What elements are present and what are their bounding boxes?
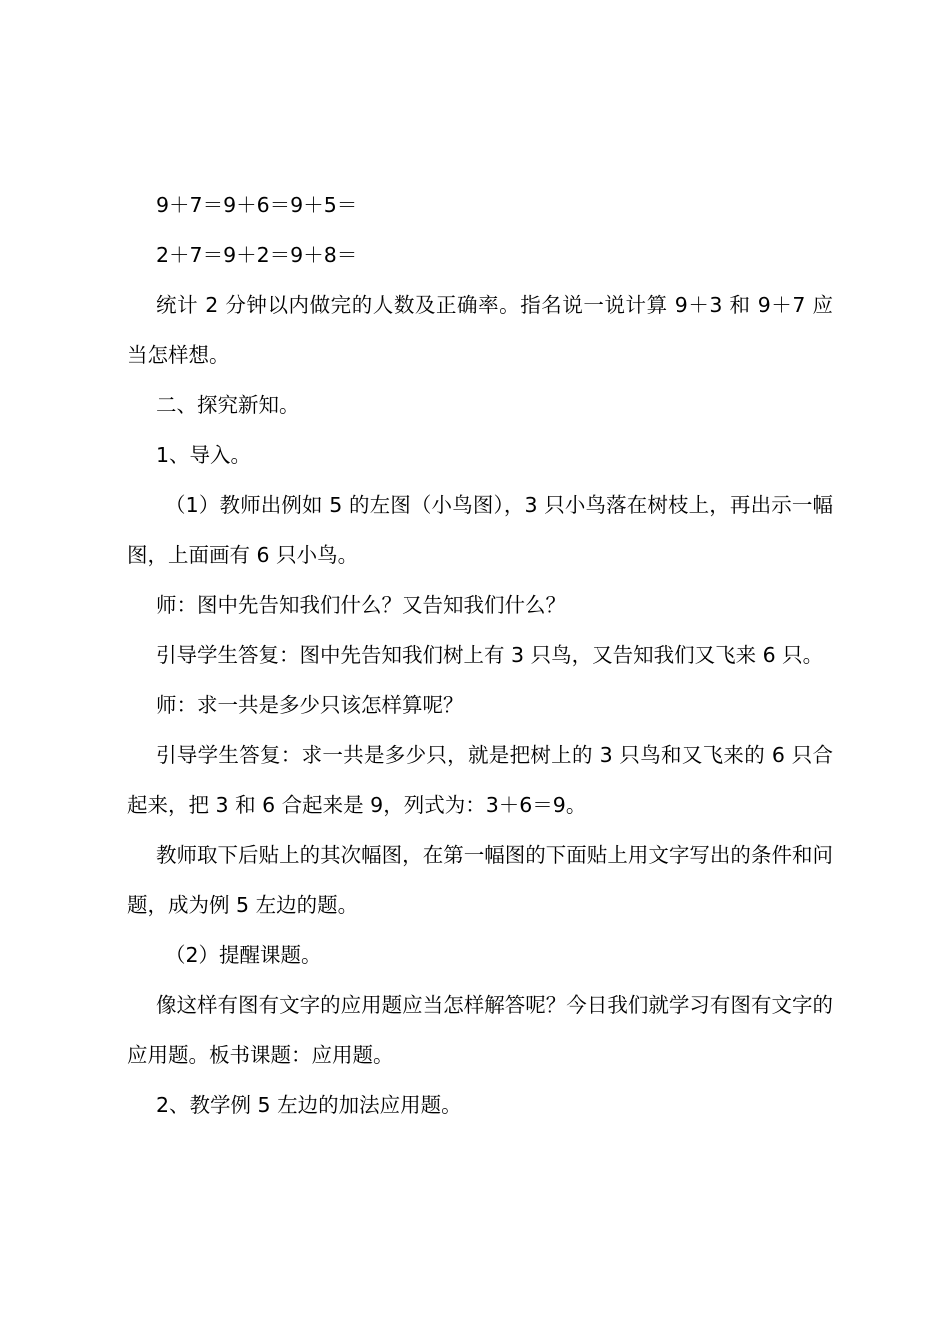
document-page <box>127 180 833 1130</box>
section-heading-explore: 二、探究新知。 <box>156 393 300 417</box>
paragraph-student-answer-2: 引导学生答复：求一共是多少只，就是把树上的 3 只鸟和又飞来的 6 只合起来，把 3 和 6 合起来是 9，列式为：3＋6＝9。 <box>127 743 833 817</box>
paragraph-student-answer-1: 引导学生答复：图中先告知我们树上有 3 只鸟，又告知我们又飞来 6 只。 <box>156 643 824 667</box>
subheading-intro: 1、导入。 <box>156 443 252 467</box>
paragraph-teacher-question-2: 师：求一共是多少只该怎样算呢？ <box>156 693 464 717</box>
equation-row-2: 2＋7＝9＋2＝9＋8＝ <box>156 243 358 267</box>
subheading-reveal-topic: （2）提醒课题。 <box>165 943 322 967</box>
paragraph-topic-intro: 像这样有图有文字的应用题应当怎样解答呢？今日我们就学习有图有文字的应用题。板书课题：应用题。 <box>127 993 833 1067</box>
paragraph-teacher-question-1: 师：图中先告知我们什么？又告知我们什么？ <box>156 593 566 617</box>
equation-row-1: 9＋7＝9＋6＝9＋5＝ <box>156 193 358 217</box>
paragraph-statistics: 统计 2 分钟以内做完的人数及正确率。指名说一说计算 9＋3 和 9＋7 应当怎样想。 <box>127 293 833 367</box>
paragraph-teacher-shows-picture: （1）教师出例如 5 的左图（小鸟图），3 只小鸟落在树枝上，再出示一幅图，上面画有 6 只小鸟。 <box>127 493 833 567</box>
subheading-teach-example: 2、教学例 5 左边的加法应用题。 <box>156 1093 462 1117</box>
paragraph-teacher-replaces-picture: 教师取下后贴上的其次幅图，在第一幅图的下面贴上用文字写出的条件和问题，成为例 5 左边的题。 <box>127 843 833 917</box>
